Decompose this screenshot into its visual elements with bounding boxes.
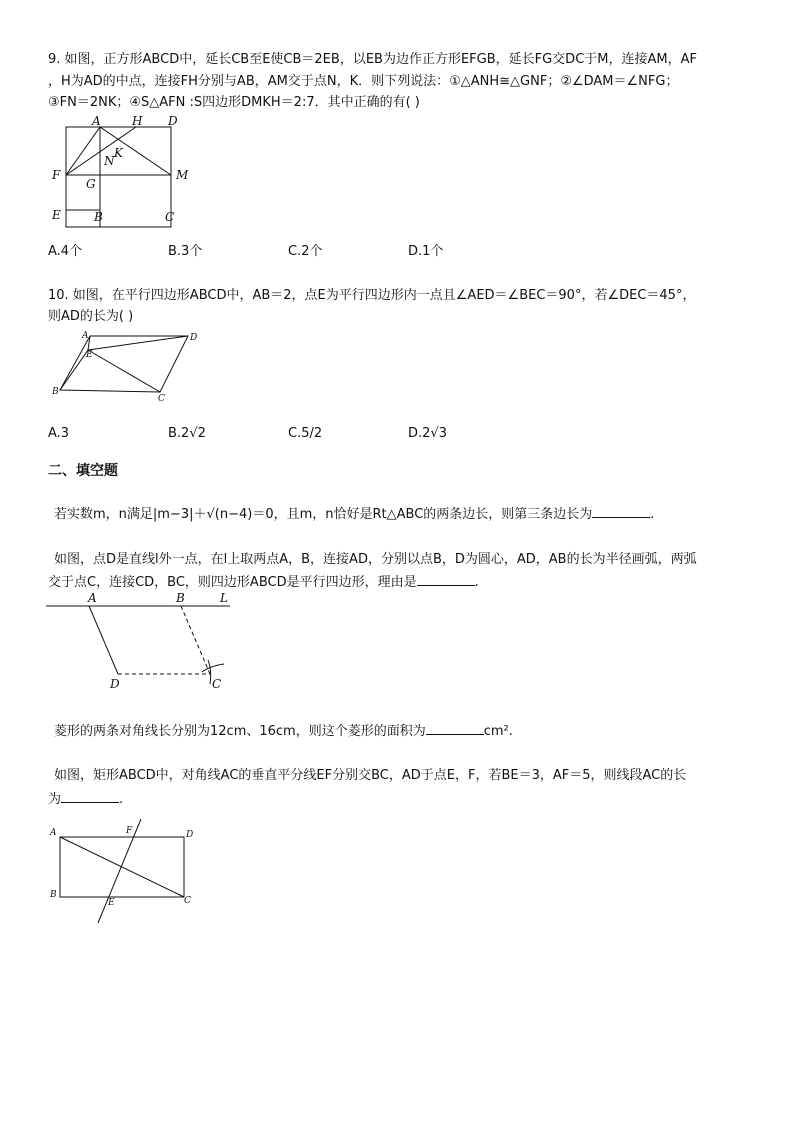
- q9-label-a: A: [92, 115, 101, 128]
- f1-end: .: [650, 507, 655, 522]
- q9-option-b[interactable]: B.3个: [168, 244, 203, 259]
- q10-label-c: C: [158, 394, 165, 403]
- f1-blank[interactable]: [592, 505, 650, 518]
- q9-label-h: H: [132, 115, 143, 128]
- q9-line3: ③FN＝2NK；④S△AFN :S四边形DMKH＝2:7．其中正确的有( ): [48, 95, 420, 110]
- f4-label-b: B: [50, 890, 57, 900]
- f2-label-l: L: [220, 591, 228, 605]
- q10-label-a: A: [82, 331, 89, 341]
- q10-option-c[interactable]: C.5/2: [288, 426, 323, 441]
- q9-label-m: M: [176, 168, 189, 182]
- q10-line-ed: [88, 336, 188, 350]
- q10-label-b: B: [52, 387, 59, 397]
- f4-label-e: E: [108, 898, 115, 908]
- f3-blank[interactable]: [426, 722, 484, 735]
- q9-option-c[interactable]: C.2个: [288, 244, 323, 259]
- f1-text: 若实数m，n满足|m−3|＋√(n−4)＝0，且m，n恰好是Rt△ABC的两条边长，则第三条边长为: [54, 507, 593, 522]
- q10-label-d: D: [190, 333, 198, 343]
- f3-text: 菱形的两条对角线长分别为12cm、16cm，则这个菱形的面积为: [54, 724, 426, 739]
- f2-label-a: A: [88, 591, 97, 605]
- f2-label-c: C: [212, 677, 222, 691]
- q10-parallelogram: [60, 336, 188, 392]
- q9-label-g: G: [86, 177, 96, 191]
- q10-line2: 则AD的长为( ): [48, 309, 134, 324]
- f2-arc-1: [202, 664, 224, 672]
- q10-line-eb: [60, 350, 88, 390]
- f3-unit: cm².: [483, 724, 513, 739]
- q9-option-a[interactable]: A.4个: [48, 244, 83, 259]
- q9-label-c: C: [165, 210, 175, 224]
- q10-line-ec: [88, 350, 160, 392]
- f2-text: 交于点C，连接CD，BC，则四边形ABCD是平行四边形，理由是: [48, 575, 417, 590]
- f4-figure: [44, 815, 204, 927]
- q9-line-af: [66, 127, 100, 175]
- q9-figure: [48, 115, 208, 230]
- f4-text: 为: [48, 792, 62, 807]
- q9-line1: 9. 如图，正方形ABCD中，延长CB至E使CB＝2EB，以EB为边作正方形EFGB，延长FG交DC于M，连接AM，AF: [48, 52, 697, 67]
- f4-end: .: [119, 792, 124, 807]
- f4-diagonal-ac: [60, 837, 184, 897]
- q9-line2: ，H为AD的中点，连接FH分别与AB，AM交于点N，K．则下列说法：①△ANH≅△GNF；②∠DAM＝∠NFG；: [48, 74, 679, 89]
- f4-line-ef: [98, 819, 141, 923]
- section-title: 二、填空题: [48, 463, 118, 479]
- f2-blank[interactable]: [417, 573, 475, 586]
- q9-label-k: K: [114, 146, 123, 160]
- f4-label-a: A: [50, 828, 57, 838]
- q10-option-a[interactable]: A.3: [48, 426, 70, 441]
- f2-label-b: B: [176, 591, 185, 605]
- f2-line1: 如图，点D是直线l外一点，在l上取两点A，B，连接AD，分别以点B，D为圆心，AD，AB的长为半径画弧，两弧: [54, 552, 697, 567]
- q9-label-n: N: [104, 154, 115, 168]
- f2-end: .: [474, 575, 479, 590]
- q9-square-abcd: [66, 127, 171, 227]
- q9-label-b: B: [94, 210, 103, 224]
- f1-line: [54, 505, 654, 523]
- f4-line1: 如图，矩形ABCD中，对角线AC的垂直平分线EF分别交BC，AD于点E，F，若BE＝3，AF＝5，则线段AC的长: [54, 768, 687, 783]
- q9-label-e: E: [52, 208, 61, 222]
- f4-label-d: D: [186, 830, 194, 840]
- q9-line-fh: [66, 127, 136, 175]
- f2-figure: [44, 588, 244, 693]
- f2-line-bc: [181, 606, 210, 674]
- q10-option-b[interactable]: B.2√2: [168, 426, 206, 441]
- q10-label-e: E: [86, 350, 93, 360]
- f4-label-c: C: [184, 896, 191, 906]
- q10-figure: [48, 328, 208, 403]
- q10-line1: 10. 如图，在平行四边形ABCD中，AB＝2，点E为平行四边形内一点且∠AED＝∠BEC＝90°，若∠DEC＝45°，: [48, 288, 696, 303]
- q9-option-d[interactable]: D.1个: [408, 244, 444, 259]
- f3-line: [54, 722, 513, 740]
- f2-label-d: D: [110, 677, 120, 691]
- f2-line-ad: [89, 606, 118, 674]
- q9-label-d: D: [168, 115, 178, 128]
- f4-blank[interactable]: [61, 790, 119, 803]
- f4-line2: [48, 790, 123, 808]
- f4-label-f: F: [126, 826, 133, 836]
- q9-label-f: F: [52, 168, 61, 182]
- q10-option-d[interactable]: D.2√3: [408, 426, 447, 441]
